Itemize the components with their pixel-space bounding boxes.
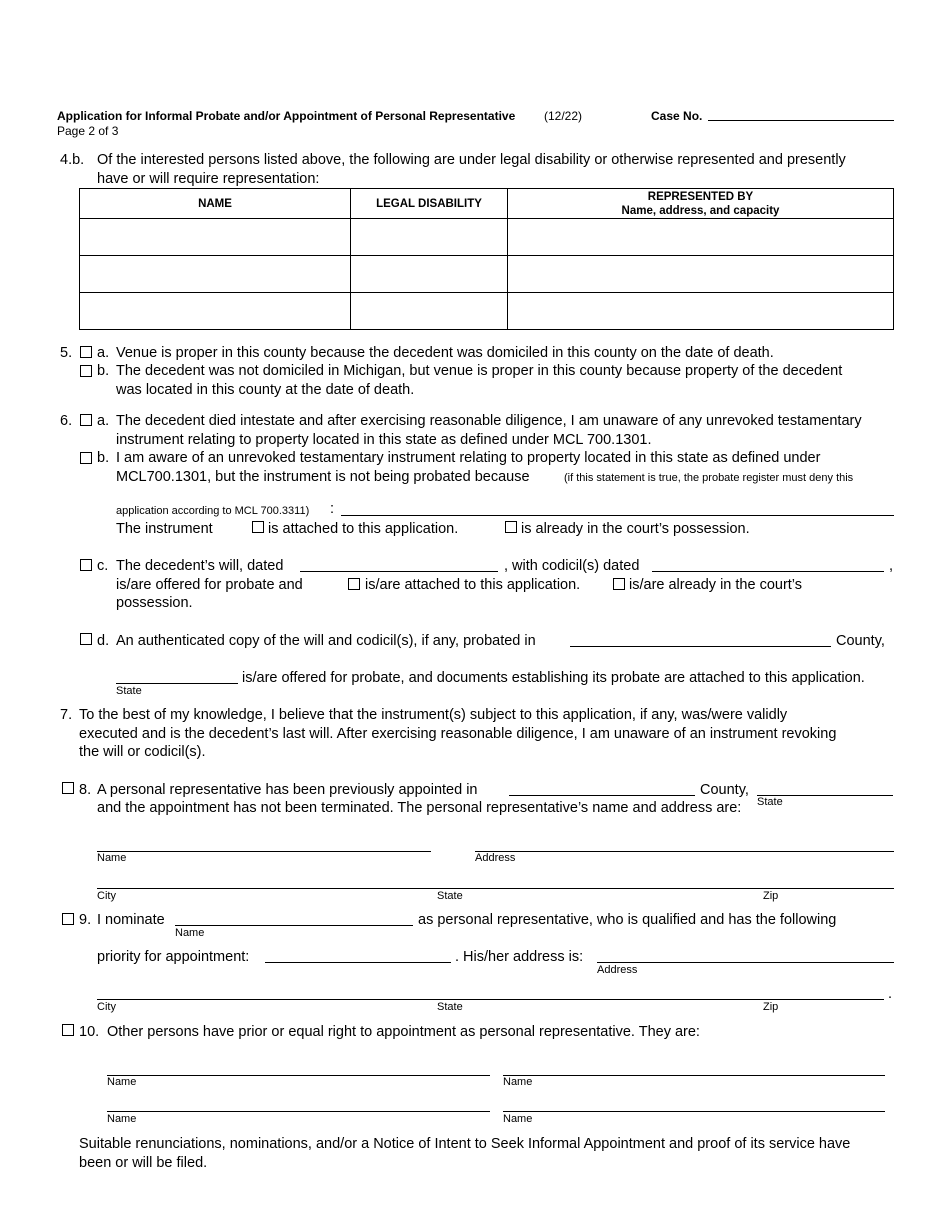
item-9-text-1: as personal representative, who is qualified and has the following xyxy=(418,912,837,928)
item-9-name-label: Name xyxy=(175,927,205,939)
item-10-checkbox[interactable] xyxy=(62,1024,74,1036)
item-6c-possession-checkbox[interactable] xyxy=(613,578,625,590)
item-8-county-label: County, xyxy=(700,782,749,798)
item-10-number: 10. xyxy=(79,1024,100,1040)
col-header-name: NAME xyxy=(80,189,351,219)
item-8-zip-label: Zip xyxy=(763,890,779,902)
item-7-text-3: the will or codicil(s). xyxy=(79,744,206,760)
item-8-address-field[interactable] xyxy=(475,851,894,852)
item-9-zip-label: Zip xyxy=(763,1001,779,1013)
item-6-number: 6. xyxy=(60,413,73,429)
table-row xyxy=(80,256,894,293)
form-title: Application for Informal Probate and/or Appointment of Personal Representative xyxy=(57,109,516,123)
item-6d-checkbox[interactable] xyxy=(80,633,92,645)
item-6d-text-2: is/are offered for probate, and documents establishing its probate are attached to this application. xyxy=(242,670,865,686)
item-6c-possession-label: is/are already in the court’s xyxy=(629,577,803,593)
item-8-checkbox[interactable] xyxy=(62,782,74,794)
cell-legal-disability[interactable] xyxy=(351,219,508,256)
item-6d-county-field[interactable] xyxy=(570,646,831,647)
item-4b-text-1: Of the interested persons listed above, the following are under legal disability or otherwise represented and presently xyxy=(97,152,846,168)
item-9-address-is-label: . His/her address is: xyxy=(455,949,584,965)
item-7-text-1: To the best of my knowledge, I believe that the instrument(s) subject to this application, if any, was/were validly xyxy=(79,707,788,723)
col-header-represented-by-line1: REPRESENTED BY xyxy=(647,190,754,203)
item-10-name-label-3: Name xyxy=(107,1113,137,1125)
item-8-state-label: State xyxy=(757,796,783,808)
item-6b-letter: b. xyxy=(97,450,110,466)
item-4b-number: 4.b. xyxy=(60,152,85,168)
item-6c-attached-label: is/are attached to this application. xyxy=(365,577,581,593)
item-9-nominee-field[interactable] xyxy=(175,925,413,926)
item-9-period: . xyxy=(888,986,893,1002)
item-6a-text-2: instrument relating to property located in this state as defined under MCL 700.1301. xyxy=(116,432,652,448)
item-10-footer-1: Suitable renunciations, nominations, and/or a Notice of Intent to Seek Informal Appointment and proof of its service have xyxy=(79,1136,851,1152)
page-number: Page 2 of 3 xyxy=(57,124,119,138)
item-10-name-field-1[interactable] xyxy=(107,1075,490,1076)
item-8-county-field[interactable] xyxy=(509,795,695,796)
item-6c-codicil-label: , with codicil(s) dated xyxy=(504,558,640,574)
item-9-address-field[interactable] xyxy=(597,962,894,963)
item-6b-attached-label: is attached to this application. xyxy=(268,521,459,537)
item-6b-colon: : xyxy=(330,501,335,517)
cell-represented-by[interactable] xyxy=(508,293,894,330)
item-6b-checkbox[interactable] xyxy=(80,452,92,464)
item-6b-reason-field[interactable] xyxy=(341,515,894,516)
item-8-city-state-zip-field[interactable] xyxy=(97,888,894,889)
item-9-number: 9. xyxy=(79,912,92,928)
item-5-number: 5. xyxy=(60,345,73,361)
item-8-number: 8. xyxy=(79,782,92,798)
item-8-text-2: and the appointment has not been terminated. The personal representative’s name and address are: xyxy=(97,800,742,816)
case-no-field[interactable] xyxy=(708,120,894,121)
item-6d-letter: d. xyxy=(97,633,110,649)
item-6b-text-2: MCL700.1301, but the instrument is not being probated because xyxy=(116,469,530,485)
item-5b-text-1: The decedent was not domiciled in Michigan, but venue is proper in this county because property of the decedent xyxy=(116,363,843,379)
item-5b-letter: b. xyxy=(97,363,110,379)
item-10-text: Other persons have prior or equal right to appointment as personal representative. They are: xyxy=(107,1024,700,1040)
item-8-address-label: Address xyxy=(475,852,516,864)
item-6d-state-label: State xyxy=(116,685,142,697)
item-10-name-label-2: Name xyxy=(503,1076,533,1088)
table-row xyxy=(80,219,894,256)
item-10-name-field-3[interactable] xyxy=(107,1111,490,1112)
item-5b-text-2: was located in this county at the date of death. xyxy=(116,382,415,398)
item-6c-offered-label: is/are offered for probate and xyxy=(116,577,303,593)
item-6b-instrument-label: The instrument xyxy=(116,521,213,537)
item-9-checkbox[interactable] xyxy=(62,913,74,925)
item-9-priority-field[interactable] xyxy=(265,962,451,963)
item-6c-checkbox[interactable] xyxy=(80,559,92,571)
item-6c-comma: , xyxy=(889,558,894,574)
table-row xyxy=(80,293,894,330)
cell-legal-disability[interactable] xyxy=(351,293,508,330)
item-6b-text-1: I am aware of an unrevoked testamentary instrument relating to property located in this state as defined under xyxy=(116,450,821,466)
item-5a-letter: a. xyxy=(97,345,110,361)
col-header-represented-by xyxy=(508,189,894,219)
cell-represented-by[interactable] xyxy=(508,256,894,293)
item-6c-will-dated-label: The decedent’s will, dated xyxy=(116,558,284,574)
item-6c-attached-checkbox[interactable] xyxy=(348,578,360,590)
item-5a-text: Venue is proper in this county because the decedent was domiciled in this county on the date of death. xyxy=(116,345,774,361)
item-6b-note-2: application according to MCL 700.3311) xyxy=(116,505,310,517)
item-6a-text-1: The decedent died intestate and after exercising reasonable diligence, I am unaware of any unrevoked testamentary xyxy=(116,413,862,429)
case-no-label: Case No. xyxy=(651,109,703,123)
item-6d-county-label: County, xyxy=(836,633,885,649)
col-header-legal-disability: LEGAL DISABILITY xyxy=(351,189,508,219)
item-9-state-label: State xyxy=(437,1001,463,1013)
item-7-number: 7. xyxy=(60,707,73,723)
item-4b-text-2: have or will require representation: xyxy=(97,171,320,187)
item-6d-state-field[interactable] xyxy=(116,683,238,684)
item-6b-possession-label: is already in the court’s possession. xyxy=(521,521,750,537)
cell-name[interactable] xyxy=(80,219,351,256)
item-6c-codicil-date-field[interactable] xyxy=(652,571,884,572)
item-9-priority-label: priority for appointment: xyxy=(97,949,250,965)
cell-legal-disability[interactable] xyxy=(351,256,508,293)
item-9-city-state-zip-field[interactable] xyxy=(97,999,884,1000)
item-6b-attached-checkbox[interactable] xyxy=(252,521,264,533)
cell-name[interactable] xyxy=(80,293,351,330)
cell-represented-by[interactable] xyxy=(508,219,894,256)
item-6c-will-date-field[interactable] xyxy=(300,571,498,572)
item-9-nominate-label: I nominate xyxy=(97,912,165,928)
item-6d-text: An authenticated copy of the will and codicil(s), if any, probated in xyxy=(116,633,536,649)
item-6b-note-1: (if this statement is true, the probate register must deny this xyxy=(564,472,854,484)
item-10-footer-2: been or will be filed. xyxy=(79,1155,208,1171)
col-header-represented-by-line2: Name, address, and capacity xyxy=(621,204,780,217)
item-8-name-label: Name xyxy=(97,852,127,864)
item-10-name-label-4: Name xyxy=(503,1113,533,1125)
item-8-city-label: City xyxy=(97,890,116,902)
item-5a-checkbox[interactable] xyxy=(80,346,92,358)
item-10-name-label-1: Name xyxy=(107,1076,137,1088)
item-10-name-field-2[interactable] xyxy=(503,1075,885,1076)
item-5b-checkbox[interactable] xyxy=(80,365,92,377)
item-8-name-field[interactable] xyxy=(97,851,431,852)
item-6a-checkbox[interactable] xyxy=(80,414,92,426)
item-6b-possession-checkbox[interactable] xyxy=(505,521,517,533)
item-9-address-label: Address xyxy=(597,964,638,976)
item-6a-letter: a. xyxy=(97,413,110,429)
item-10-name-field-4[interactable] xyxy=(503,1111,885,1112)
representation-table xyxy=(79,188,894,330)
item-9-city-label: City xyxy=(97,1001,116,1013)
item-6c-letter: c. xyxy=(97,558,109,574)
item-6c-possession-label-2: possession. xyxy=(116,595,193,611)
item-8-state2-label: State xyxy=(437,890,463,902)
item-8-text-1: A personal representative has been previously appointed in xyxy=(97,782,478,798)
cell-name[interactable] xyxy=(80,256,351,293)
item-7-text-2: executed and is the decedent’s last will. After exercising reasonable diligence, I am unaware of an instrument revoking xyxy=(79,726,837,742)
form-revision: (12/22) xyxy=(544,109,583,123)
